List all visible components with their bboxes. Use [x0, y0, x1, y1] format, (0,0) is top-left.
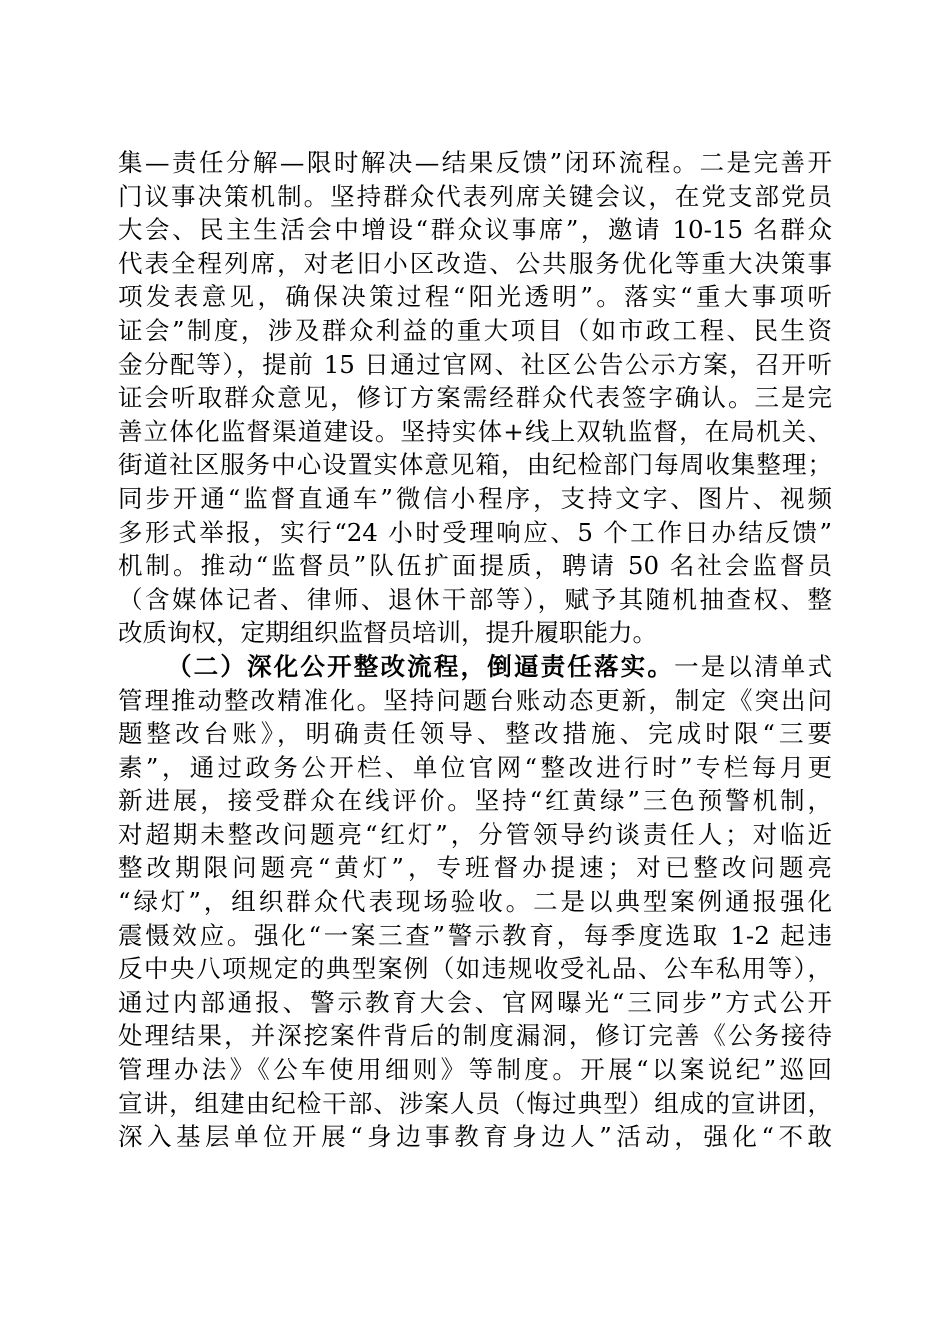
text-line: 金分配等），提前 15 日通过官网、社区公告公示方案，召开听 [118, 349, 832, 379]
text-line: 反中央八项规定的典型案例（如违规收受礼品、公车私用等）， [118, 954, 832, 984]
text-line: 集—责任分解—限时解决—结果反馈”闭环流程。二是完善开 [118, 148, 832, 177]
text-line: “绿灯”，组织群众代表现场验收。二是以典型案例通报强化 [118, 887, 832, 917]
paragraph-closed-loop-process [118, 146, 832, 650]
section-heading: （二）深化公开整改流程，倒逼责任落实。 [167, 651, 675, 681]
text-line: 整改期限问题亮“黄灯”，专班督办提速；对已整改问题亮 [118, 853, 832, 883]
text-line: 改质询权，定期组织监督员培训，提升履职能力。 [118, 618, 657, 648]
text-line: 多形式举报，实行“24 小时受理响应、5 个工作日办结反馈” [118, 517, 832, 547]
text-line: 大会、民主生活会中增设“群众议事席”，邀请 10-15 名群众 [118, 215, 832, 245]
text-line: 对超期未整改问题亮“红灯”，分管领导约谈责任人；对临近 [118, 819, 832, 849]
paragraph-rectification-process [118, 650, 832, 1154]
document-page [118, 146, 832, 1154]
text-line: 同步开通“监督直通车”微信小程序，支持文字、图片、视频 [118, 483, 832, 513]
text-line: 项发表意见，确保决策过程“阳光透明”。落实“重大事项听 [118, 282, 832, 312]
text-line: 证会”制度，涉及群众利益的重大项目（如市政工程、民生资 [118, 315, 832, 345]
text-line: （含媒体记者、律师、退休干部等），赋予其随机抽查权、整 [118, 584, 832, 614]
text-line: 机制。推动“监督员”队伍扩面提质，聘请 50 名社会监督员 [118, 551, 832, 581]
text-line: 深入基层单位开展“身边事教育身边人”活动，强化“不敢 [118, 1122, 832, 1152]
section-first-line-text: 一是以清单式 [674, 651, 832, 681]
text-line: 素”，通过政务公开栏、单位官网“整改进行时”专栏每月更 [118, 752, 832, 782]
text-line: 处理结果，并深挖案件背后的制度漏洞，修订完善《公务接待 [118, 1021, 832, 1051]
text-line: 管理推动整改精准化。坚持问题台账动态更新，制定《突出问 [118, 685, 832, 715]
text-line: 善立体化监督渠道建设。坚持实体+线上双轨监督，在局机关、 [118, 416, 832, 446]
text-line: 题整改台账》，明确责任领导、整改措施、完成时限“三要 [118, 719, 832, 749]
text-line: 宣讲，组建由纪检干部、涉案人员（悔过典型）组成的宣讲团， [118, 1088, 832, 1118]
text-line: 门议事决策机制。坚持群众代表列席关键会议，在党支部党员 [118, 181, 832, 211]
text-line: 街道社区服务中心设置实体意见箱，由纪检部门每周收集整理； [118, 450, 832, 480]
section-first-line [118, 650, 832, 684]
text-line: 证会听取群众意见，修订方案需经群众代表签字确认。三是完 [118, 383, 832, 413]
text-line: 震慑效应。强化“一案三查”警示教育，每季度选取 1-2 起违 [118, 920, 832, 950]
text-line: 通过内部通报、警示教育大会、官网曝光“三同步”方式公开 [118, 987, 832, 1017]
text-line: 代表全程列席，对老旧小区改造、公共服务优化等重大决策事 [118, 248, 832, 278]
text-line: 管理办法》《公车使用细则》等制度。开展“以案说纪”巡回 [118, 1055, 832, 1085]
text-line: 新进展，接受群众在线评价。坚持“红黄绿”三色预警机制， [118, 786, 832, 816]
